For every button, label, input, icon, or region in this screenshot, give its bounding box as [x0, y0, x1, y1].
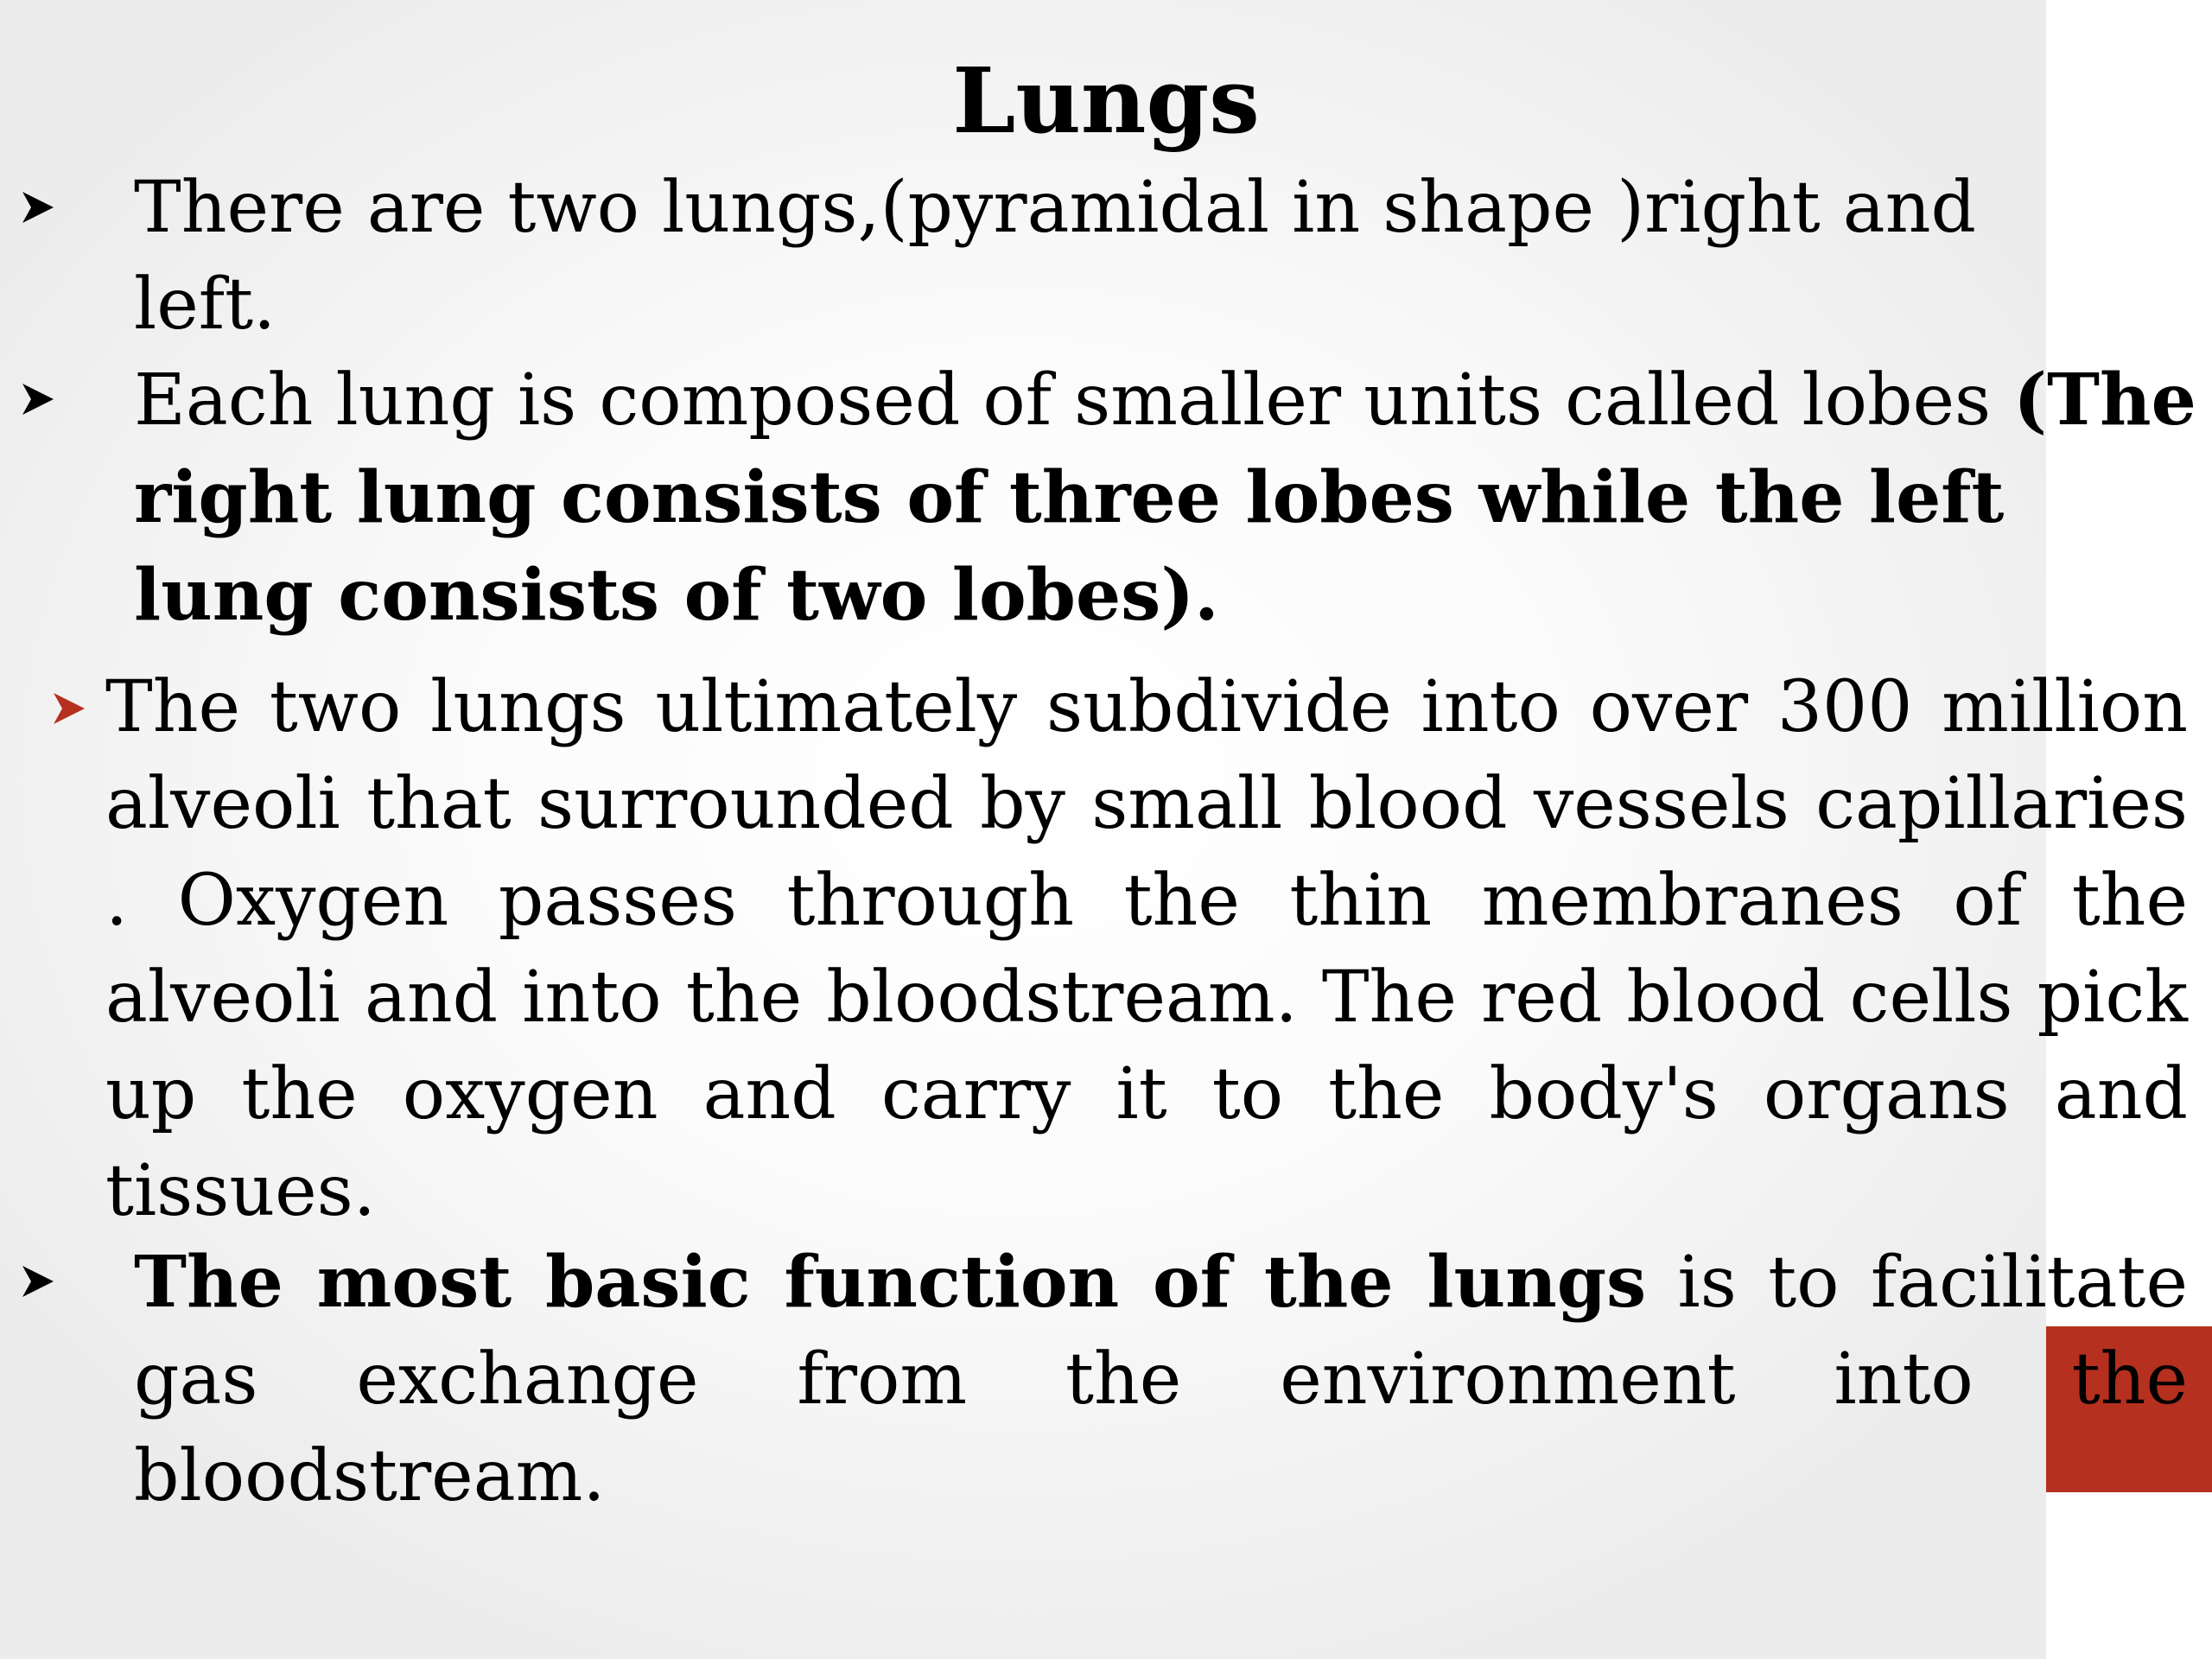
bullet-text: There are two lungs,(pyramidal in shape )right and left.: [134, 167, 1976, 346]
slide-title: Lungs: [952, 48, 1260, 154]
bullet-text: The two lungs ultimately subdivide into over 300 million alveoli that surrounded by small blood vessels capillaries . Oxygen passes through the thin membranes of the alveoli and into the bloodstream. The red blood cells pick up the oxygen and carry it to the body's organs and tissues.: [105, 666, 2188, 1232]
bullet-item-lobes: [134, 352, 2199, 645]
bullet-text: is to facilitate gas exchange from the environment into the bloodstream.: [134, 1242, 2189, 1517]
arrowhead-bullet-icon: [54, 691, 85, 726]
bullet-item-basic-function: [134, 1234, 2188, 1525]
bullet-bold-text: The most basic function of the lungs: [134, 1241, 1647, 1324]
bullet-item-two-lungs: [134, 160, 2069, 353]
arrowhead-bullet-icon: [22, 382, 54, 416]
arrowhead-bullet-icon: [22, 1264, 54, 1299]
bullet-text: Each lung is composed of smaller units called lobes: [134, 359, 2014, 442]
bullet-bold-text: (The right lung consists of three lobes while the left lung consists of two lobes).: [134, 359, 2196, 637]
arrowhead-bullet-icon: [22, 190, 54, 225]
bullet-item-alveoli: [105, 659, 2188, 1240]
